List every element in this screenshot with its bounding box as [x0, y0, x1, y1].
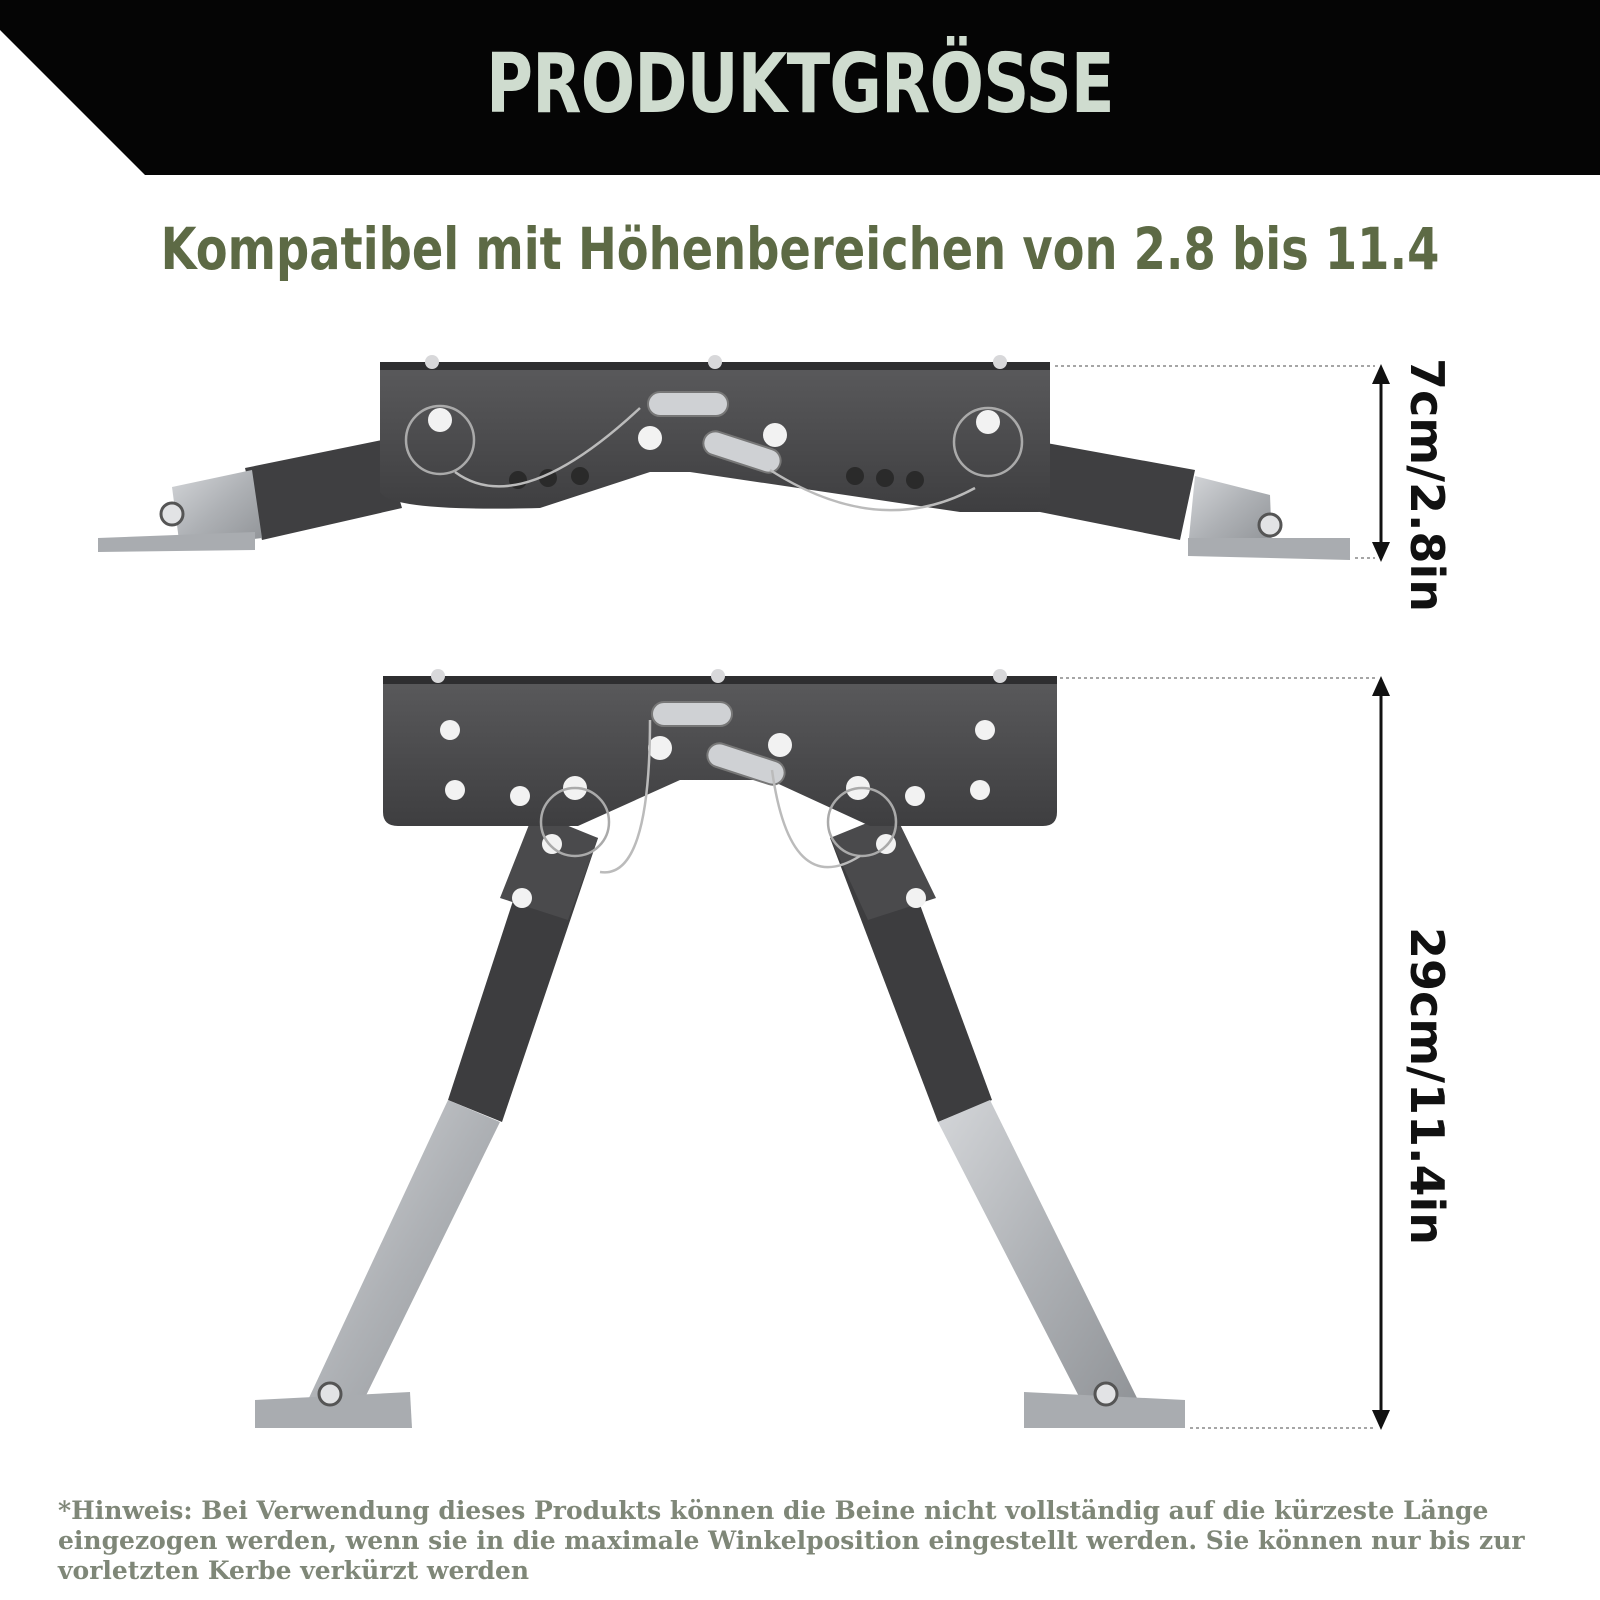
extended-jack-stand — [255, 669, 1185, 1428]
left-foot-bolt — [161, 503, 183, 525]
extended-height-label: 29cm/11.4in — [1400, 927, 1454, 1246]
footnote-note: *Hinweis: Bei Verwendung dieses Produkts können die Beine nicht vollständig auf die kürzeste Länge eingezogen werden, wenn sie in die maximale Winkelposition eingestellt werden. Sie können nur bis zur vorletzten Kerbe verkürzt werden — [58, 1496, 1525, 1585]
collapsed-height-label: 7cm/2.8in — [1400, 358, 1454, 613]
right-foot-silver — [1188, 476, 1272, 548]
left-leg-silver — [308, 1100, 500, 1418]
right-foot-bolt — [1259, 514, 1281, 536]
extended-dimension-line — [1060, 676, 1390, 1430]
compatibility-subtitle: Kompatibel mit Höhenbereichen von 2.8 bis 11.4 — [160, 215, 1440, 283]
collapsed-jack-stand — [98, 355, 1350, 560]
right-foot-plate — [1188, 538, 1350, 560]
right-leg-silver — [938, 1100, 1138, 1418]
left-foot-plate — [98, 532, 255, 552]
page-title: PRODUKTGRÖSSE — [486, 37, 1114, 132]
left-arm-tube — [245, 440, 402, 540]
